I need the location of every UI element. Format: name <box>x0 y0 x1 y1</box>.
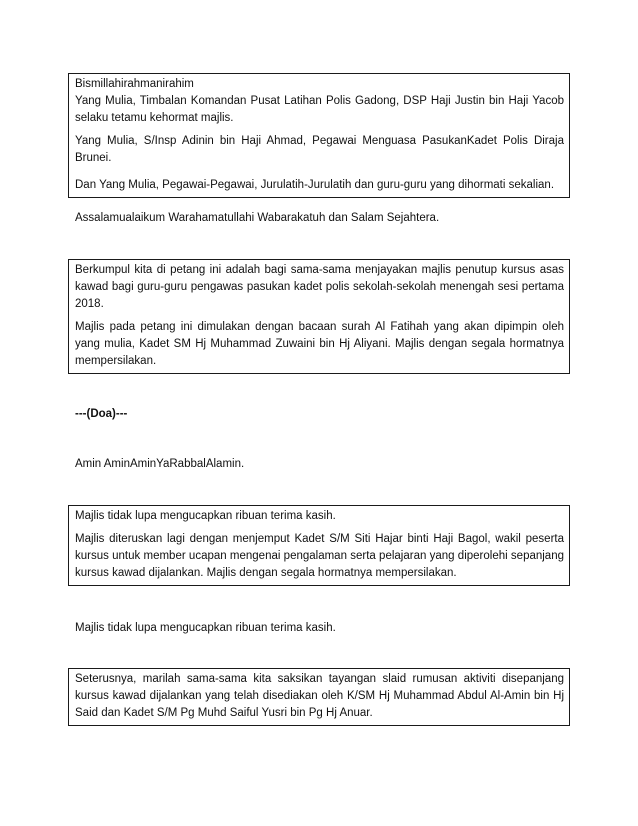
opening-greeting-box <box>68 73 570 198</box>
introduction-paragraph: Berkumpul kita di petang ini adalah bagi sama-sama menjayakan majlis penutup kursus asas kawad bagi guru-guru pengawas pasukan kadet polis sekolah-sekolah menengah sesi pertama 2018. <box>75 264 564 310</box>
speech-invitation-box <box>68 505 570 586</box>
thanks-line: Majlis tidak lupa mengucapkan ribuan terima kasih. <box>75 622 336 634</box>
slide-paragraph: Seterusnya, marilah sama-sama kita saksikan tayangan slaid rumusan aktiviti disepanjang kursus kawad dijalankan yang telah disediakan oleh K/SM Hj Muhammad Abdul Al-Amin bin Hj Said dan Kadet S/M Pg Muhd Saiful Yusri bin Pg Hj Anuar. <box>75 673 564 719</box>
introduction-box <box>68 259 570 374</box>
greeting-supervising-officer: Yang Mulia, S/Insp Adinin bin Haji Ahmad, Pegawai Menguasa PasukanKadet Polis Diraja Brunei. <box>75 135 564 164</box>
amin-line: Amin AminAminYaRabbalAlamin. <box>75 458 245 470</box>
salam-line: Assalamualaikum Warahamatullahi Wabarakatuh dan Salam Sejahtera. <box>75 212 440 224</box>
slide-presentation-box <box>68 668 570 726</box>
greeting-guest-of-honour: Yang Mulia, Timbalan Komandan Pusat Latihan Polis Gadong, DSP Haji Justin bin Haji Yacob selaku tetamu kehormat majlis. <box>75 95 564 124</box>
participant-speech-paragraph: Majlis diteruskan lagi dengan menjemput Kadet S/M Siti Hajar binti Haji Bagol, wakil peserta kursus untuk member ucapan mengenai pengalaman serta pelajaran yang diperolehi sepanjang kursus kawad dijalankan. Majlis dengan segala hormatnya mempersilakan. <box>75 533 564 579</box>
thanks-paragraph: Majlis tidak lupa mengucapkan ribuan terima kasih. <box>75 510 336 522</box>
bismillah-line: Bismillahirahmanirahim <box>75 78 194 90</box>
fatihah-paragraph: Majlis pada petang ini dimulakan dengan bacaan surah Al Fatihah yang akan dipimpin oleh yang mulia, Kadet SM Hj Muhammad Zuwaini bin Hj Aliyani. Majlis dengan segala hormatnya mempersilakan. <box>75 321 564 367</box>
greeting-audience: Dan Yang Mulia, Pegawai-Pegawai, Jurulatih-Jurulatih dan guru-guru yang dihormati sekalian. <box>75 179 555 191</box>
doa-marker: ---(Doa)--- <box>75 408 128 420</box>
